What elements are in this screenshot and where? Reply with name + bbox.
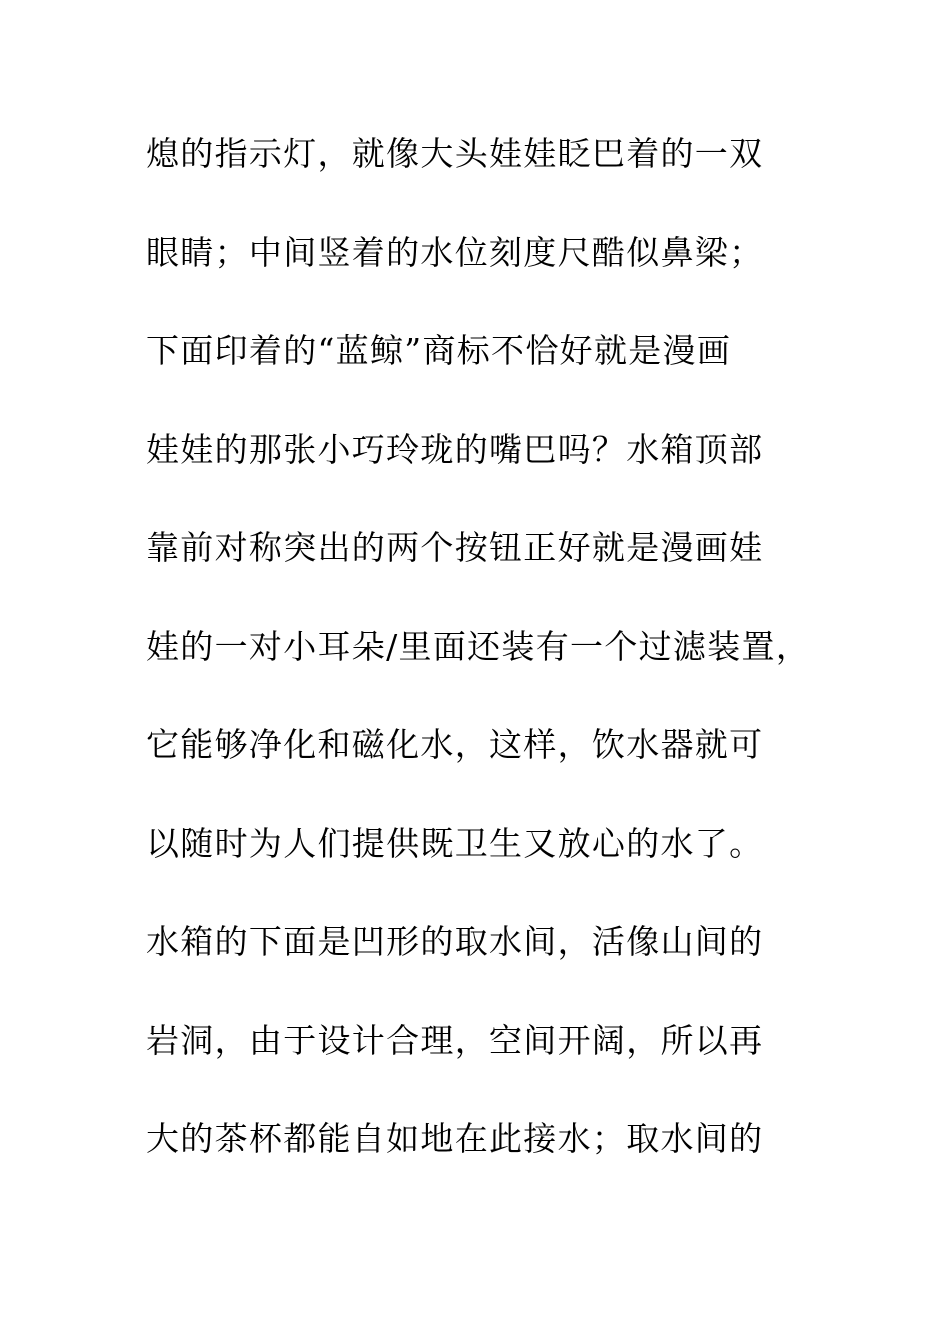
text-line-9: 水箱的下面是凹形的取水间，活像山间的 (146, 922, 764, 961)
text-line-3: 下面印着的“蓝鲸”商标不恰好就是漫画 (146, 331, 732, 370)
text-line-7: 它能够净化和磁化水，这样，饮水器就可 (146, 725, 764, 764)
text-line-6: 娃的一对小耳朵/里面还装有一个过滤装置， (146, 626, 811, 666)
text-line-4: 娃娃的那张小巧玲珑的嘴巴吗？水箱顶部 (146, 429, 764, 469)
text-line-1: 熄的指示灯，就像大头娃娃眨巴着的一双 (146, 134, 764, 173)
text-line-10: 岩洞，由于设计合理，空间开阔，所以再 (146, 1020, 764, 1060)
text-line-11: 大的茶杯都能自如地在此接水；取水间的 (146, 1119, 764, 1158)
text-line-2: 眼睛；中间竖着的水位刻度尺酷似鼻梁； (146, 232, 764, 272)
text-line-5: 靠前对称突出的两个按钮正好就是漫画娃 (146, 528, 764, 567)
body-text (146, 122, 846, 1206)
text-line-8: 以随时为人们提供既卫生又放心的水了。 (146, 823, 764, 863)
